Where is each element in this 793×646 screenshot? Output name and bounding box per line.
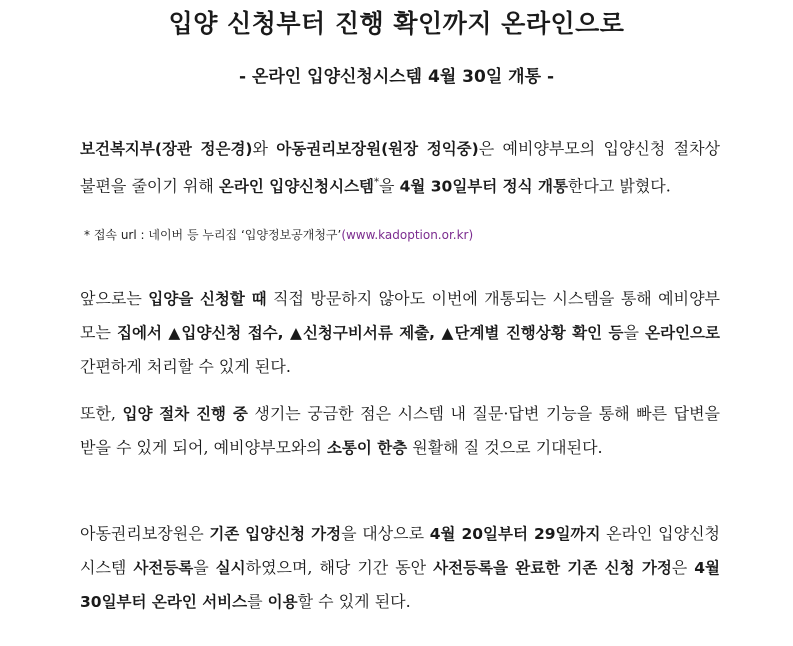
text: 할 수 있게 된다. — [297, 592, 411, 611]
text: 을 — [193, 558, 216, 577]
text: 을 대상으로 — [341, 524, 430, 543]
text: 을 — [379, 176, 400, 196]
footnote-mark: * — [374, 177, 380, 188]
text: 하였으며, 해당 기간 동안 — [245, 558, 434, 577]
paragraph-2 — [80, 282, 720, 383]
text-bold: 아동권리보장원(원장 정익중) — [276, 140, 479, 158]
text-bold: 입양 절차 진행 중 — [122, 405, 248, 423]
text: 간편하게 처리할 수 있게 된다. — [80, 357, 291, 376]
footnote — [84, 226, 724, 243]
footnote-url-link[interactable]: (www.kadoption.or.kr) — [341, 228, 474, 242]
footnote-text: * 접속 url : 네이버 등 누리집 ‘입양정보공개청구’ — [84, 228, 342, 242]
paragraph-3 — [80, 397, 720, 465]
text: 생기는 궁금한 점은 시스템 내 질문·답변 기능을 통해 빠른 답변을 받을 수 있게 되어, 예비양부모와의 — [80, 404, 720, 457]
text: 앞으로는 — [80, 289, 149, 308]
text-bold: 온라인 입양신청시스템 — [218, 177, 375, 196]
text: 또한, — [80, 404, 123, 423]
text: 를 — [247, 592, 268, 611]
text-bold: 집에서 ▲입양신청 접수, ▲신청구비서류 제출, ▲단계별 진행상황 확인 등 — [117, 324, 624, 342]
text: 원활해 질 것으로 기대된다. — [407, 438, 603, 457]
text-bold: 4월 30일부터 정식 개통 — [399, 177, 568, 196]
text: 은 — [671, 558, 695, 577]
text: 아동권리보장원은 — [80, 524, 210, 543]
text-bold: 보건복지부(장관 정은경) — [80, 140, 253, 158]
text: 온라인 입양신청시스템 — [80, 524, 721, 577]
text-bold: 사전등록 — [133, 559, 194, 577]
text-bold: 4월 30일부터 온라인 서비스 — [80, 559, 720, 611]
text-bold: 소통이 한층 — [326, 439, 408, 457]
text-bold: 이용 — [267, 593, 298, 611]
text-bold: 온라인으로 — [645, 324, 720, 342]
text: 직접 방문하지 않아도 이번에 개통되는 시스템을 통해 예비양부모는 — [80, 289, 721, 342]
text-bold: 기존 입양신청 가정 — [209, 525, 342, 543]
text-bold: 사전등록을 완료한 기존 신청 가정 — [433, 559, 672, 577]
text: 한다고 밝혔다. — [567, 176, 671, 196]
text: 와 — [252, 139, 277, 158]
text: 은 예비양부모의 입양신청 절차상 불편을 줄이기 위해 — [80, 139, 721, 196]
text-bold: 4월 20일부터 29일까지 — [429, 525, 601, 543]
document-subtitle: - 온라인 입양신청시스템 4월 30일 개통 - — [238, 67, 554, 87]
document-title: 입양 신청부터 진행 확인까지 온라인으로 — [168, 9, 625, 38]
paragraph-1 — [80, 132, 720, 203]
text: 을 — [623, 323, 646, 342]
text-bold: 입양을 신청할 때 — [148, 290, 267, 308]
paragraph-4 — [80, 517, 720, 619]
text-bold: 실시 — [215, 559, 246, 577]
